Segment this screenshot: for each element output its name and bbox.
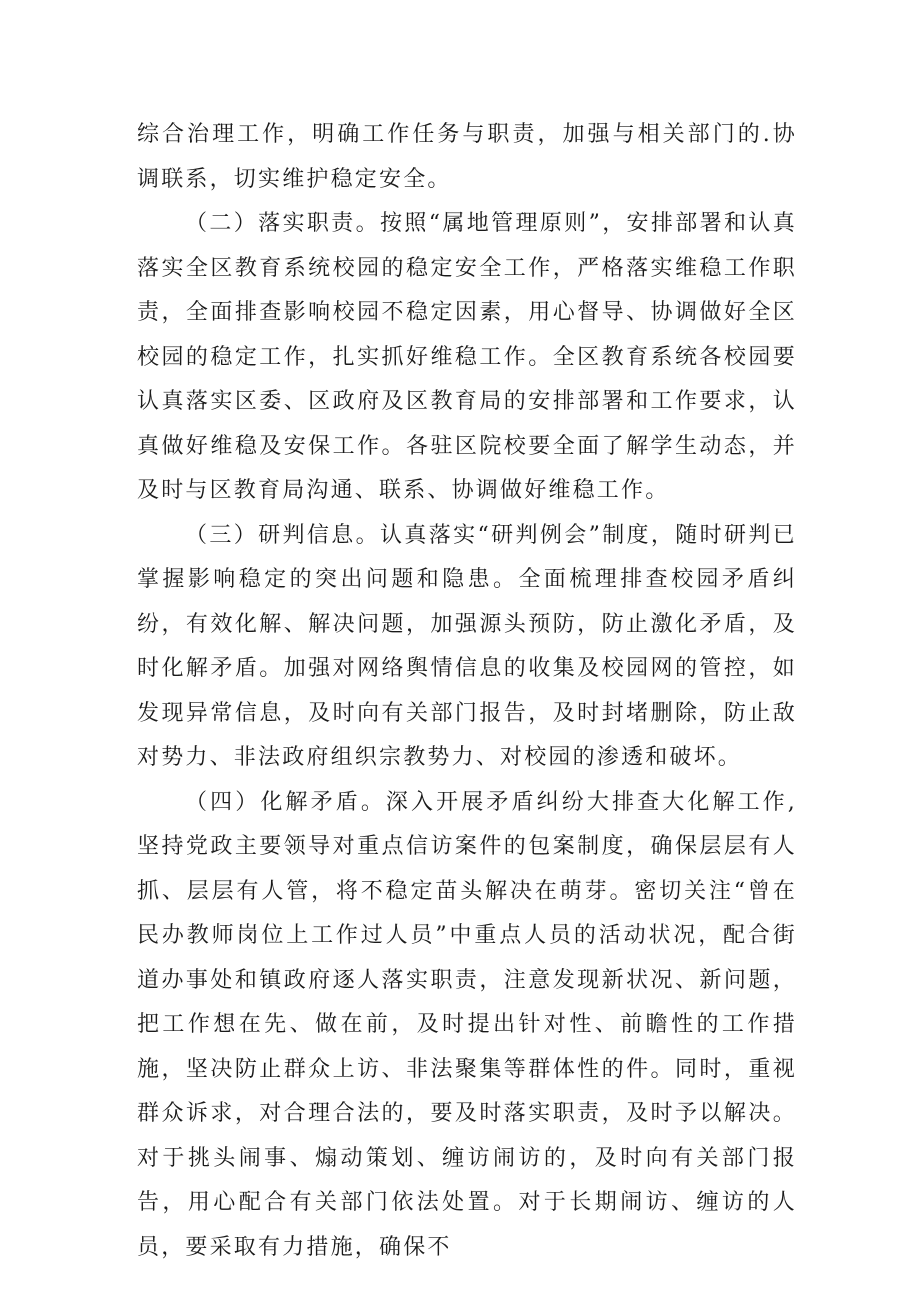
paragraph-implement-duties: （二）落实职责。按照“属地管理原则”，安排部署和认真落实全区教育系统校园的稳定安全工作，严格落实维稳工作职责，全面排查影响校园不稳定因素，用心督导、协调做好全区校园的稳定工作，扎实抓好维稳工作。全区教育系统各校园要认真落实区委、区政府及区教育局的安排部署和工作要求，认真做好维稳及安保工作。各驻区院校要全面了解学生动态，并及时与区教育局沟通、联系、协调做好维稳工作。	[137, 211, 797, 503]
paragraph-analyze-information: （三）研判信息。认真落实“研判例会”制度，随时研判已掌握影响稳定的突出问题和隐患。全面梳理排查校园矛盾纠纷，有效化解、解决问题，加强源头预防，防止激化矛盾，及时化解矛盾。加强对网络舆情信息的收集及校园网的管控，如发现异常信息，及时向有关部门报告，及时封堵删除，防止敌对势力、非法政府组织宗教势力、对校园的渗透和破坏。	[137, 522, 797, 770]
paragraph-resolve-conflicts: （四）化解矛盾。深入开展矛盾纠纷大排查大化解工作,坚持党政主要领导对重点信访案件的包案制度，确保层层有人抓、层层有人管，将不稳定苗头解决在萌芽。密切关注“曾在民办教师岗位上工作过人员”中重点人员的活动状况，配合街道办事处和镇政府逐人落实职责，注意发现新状况、新问题，把工作想在先、做在前，及时提出针对性、前瞻性的工作措施，坚决防止群众上访、非法聚集等群体性的件。同时，重视群众诉求，对合理合法的，要及时落实职责，及时予以解决。对于挑头闹事、煽动策划、缠访闹访的，及时向有关部门报告，用心配合有关部门依法处置。对于长期闹访、缠访的人员，要采取有力措施，确保不	[137, 789, 797, 1260]
paragraph-continuation: 综合治理工作，明确工作任务与职责，加强与相关部门的.协调联系，切实维护稳定安全。	[137, 122, 797, 192]
document-body	[137, 113, 797, 1270]
